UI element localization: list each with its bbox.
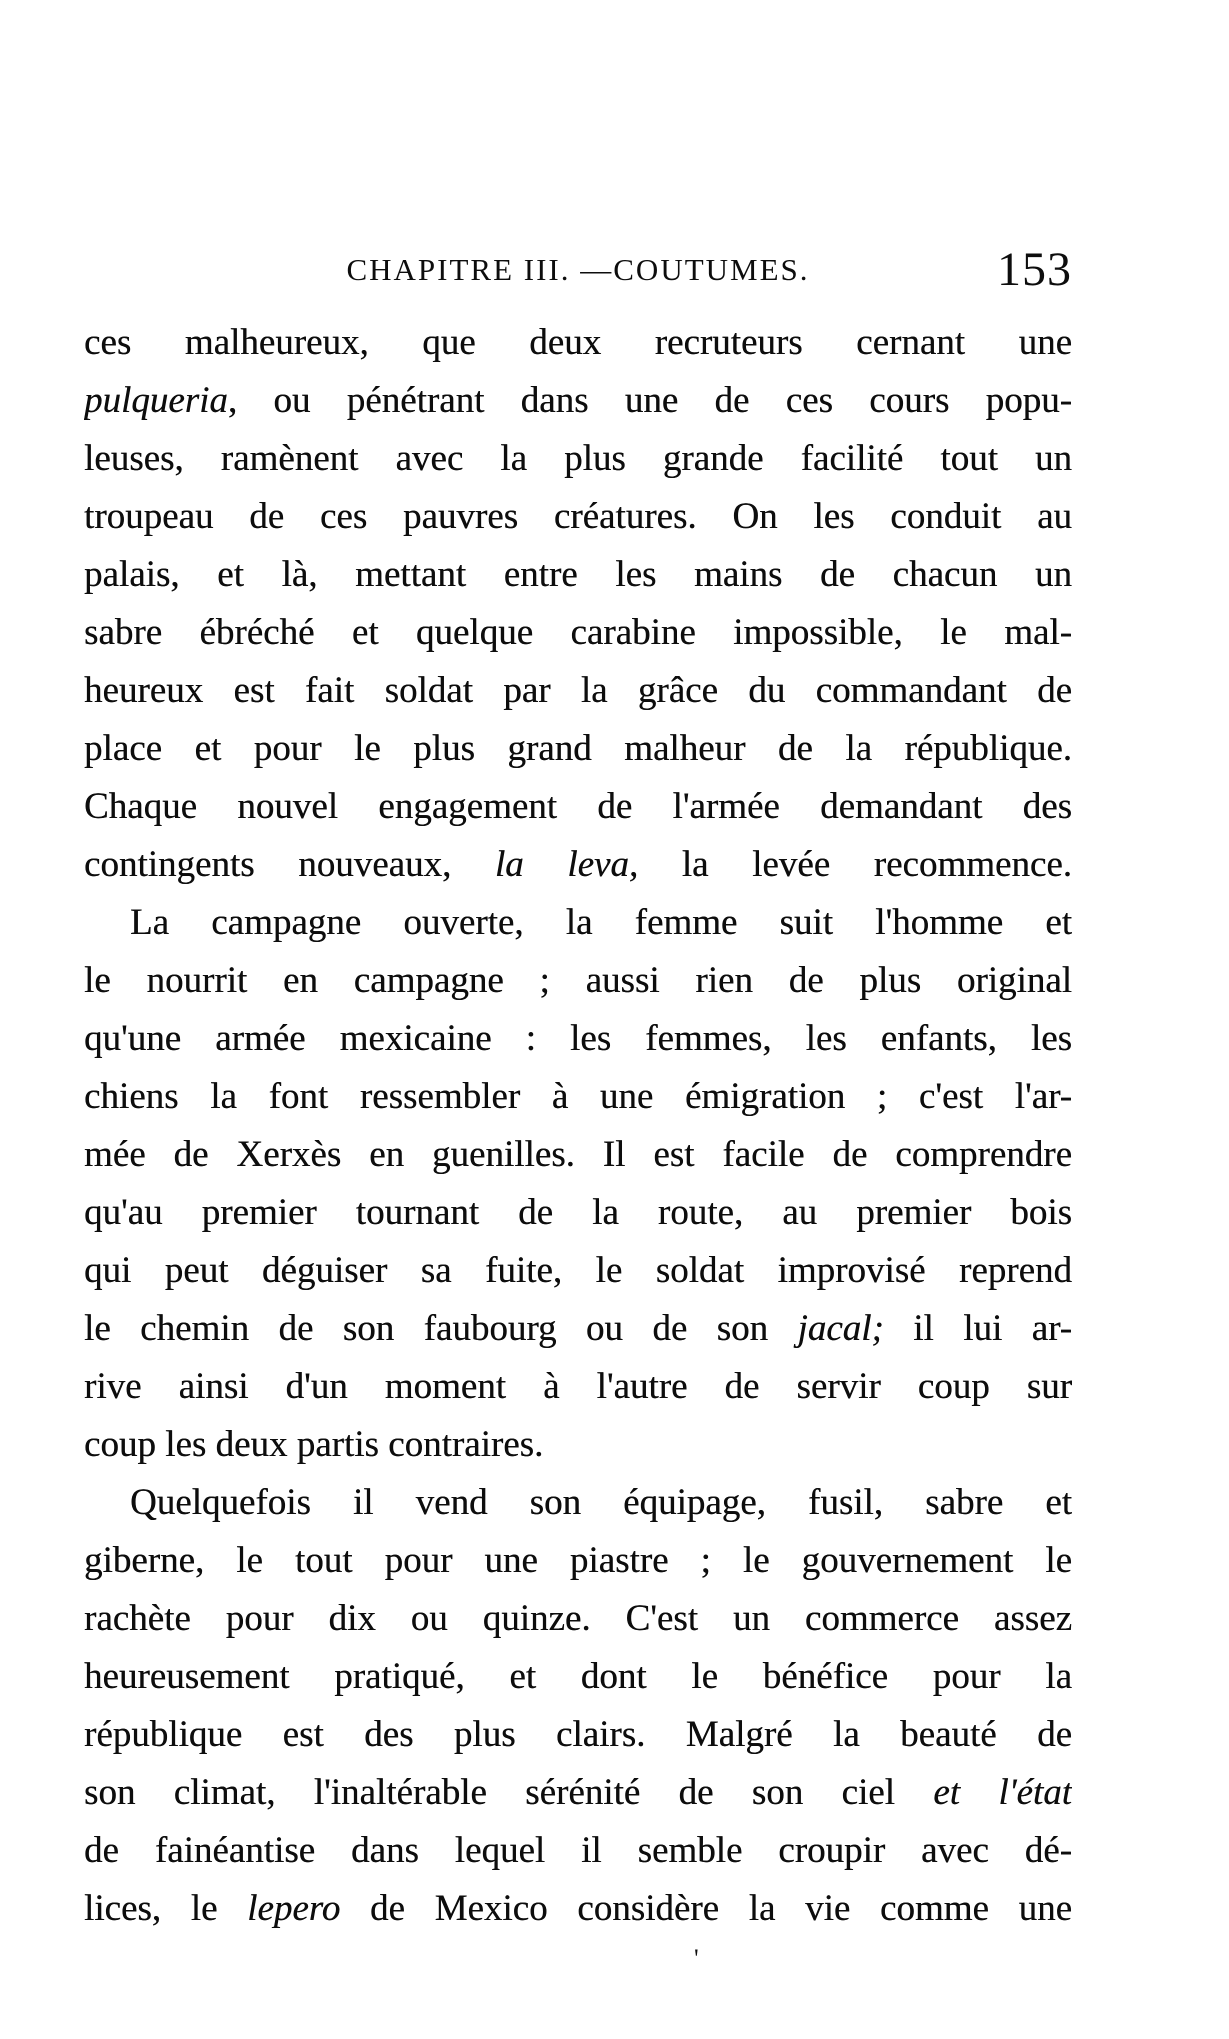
- text-line: rive ainsi d'un moment à l'autre de servir coup sur: [84, 1366, 1072, 1407]
- text-line: qui peut déguiser sa fuite, le soldat improvisé reprend: [84, 1250, 1072, 1291]
- text-line: sabre ébréché et quelque carabine impossible, le mal-: [84, 612, 1072, 653]
- text-line: troupeau de ces pauvres créatures. On les conduit au: [84, 496, 1072, 537]
- text-line: mée de Xerxès en guenilles. Il est facile de comprendre: [84, 1134, 1072, 1175]
- body-text: [84, 314, 1072, 1938]
- text-line: le nourrit en campagne ; aussi rien de plus original: [84, 960, 1072, 1001]
- text-line: Quelquefois il vend son équipage, fusil, sabre et: [130, 1482, 1072, 1523]
- text-line: chiens la font ressembler à une émigration ; c'est l'ar-: [84, 1076, 1072, 1117]
- text-line: La campagne ouverte, la femme suit l'homme et: [130, 902, 1072, 943]
- chapter-header: CHAPITRE III. —COUTUMES.: [346, 252, 810, 287]
- text-line: leuses, ramènent avec la plus grande facilité tout un: [84, 438, 1072, 479]
- text-line: palais, et là, mettant entre les mains de chacun un: [84, 554, 1072, 595]
- text-line: pulqueria, ou pénétrant dans une de ces cours popu-: [84, 380, 1072, 421]
- text-line: qu'au premier tournant de la route, au premier bois: [84, 1192, 1072, 1233]
- text-line: qu'une armée mexicaine : les femmes, les enfants, les: [84, 1018, 1072, 1059]
- text-line: rachète pour dix ou quinze. C'est un commerce assez: [84, 1598, 1072, 1639]
- text-line: coup les deux partis contraires.: [84, 1424, 544, 1465]
- text-line: giberne, le tout pour une piastre ; le gouvernement le: [84, 1540, 1072, 1581]
- text-line: de fainéantise dans lequel il semble croupir avec dé-: [84, 1830, 1072, 1871]
- text-line: heureusement pratiqué, et dont le bénéfice pour la: [84, 1656, 1072, 1697]
- ink-speck-mark: ': [694, 1944, 699, 1973]
- text-line: le chemin de son faubourg ou de son jacal; il lui ar-: [84, 1308, 1072, 1349]
- text-line: son climat, l'inaltérable sérénité de son ciel et l'état: [84, 1772, 1072, 1813]
- text-line: contingents nouveaux, la leva, la levée recommence.: [84, 844, 1072, 885]
- text-line: place et pour le plus grand malheur de la république.: [84, 728, 1072, 769]
- text-line: heureux est fait soldat par la grâce du commandant de: [84, 670, 1072, 711]
- text-line: république est des plus clairs. Malgré la beauté de: [84, 1714, 1072, 1755]
- page-number: 153: [997, 243, 1072, 296]
- running-header: [84, 250, 1072, 294]
- text-line: ces malheureux, que deux recruteurs cernant une: [84, 322, 1072, 363]
- text-line: Chaque nouvel engagement de l'armée demandant des: [84, 786, 1072, 827]
- text-line: lices, le lepero de Mexico considère la vie comme une: [84, 1888, 1072, 1929]
